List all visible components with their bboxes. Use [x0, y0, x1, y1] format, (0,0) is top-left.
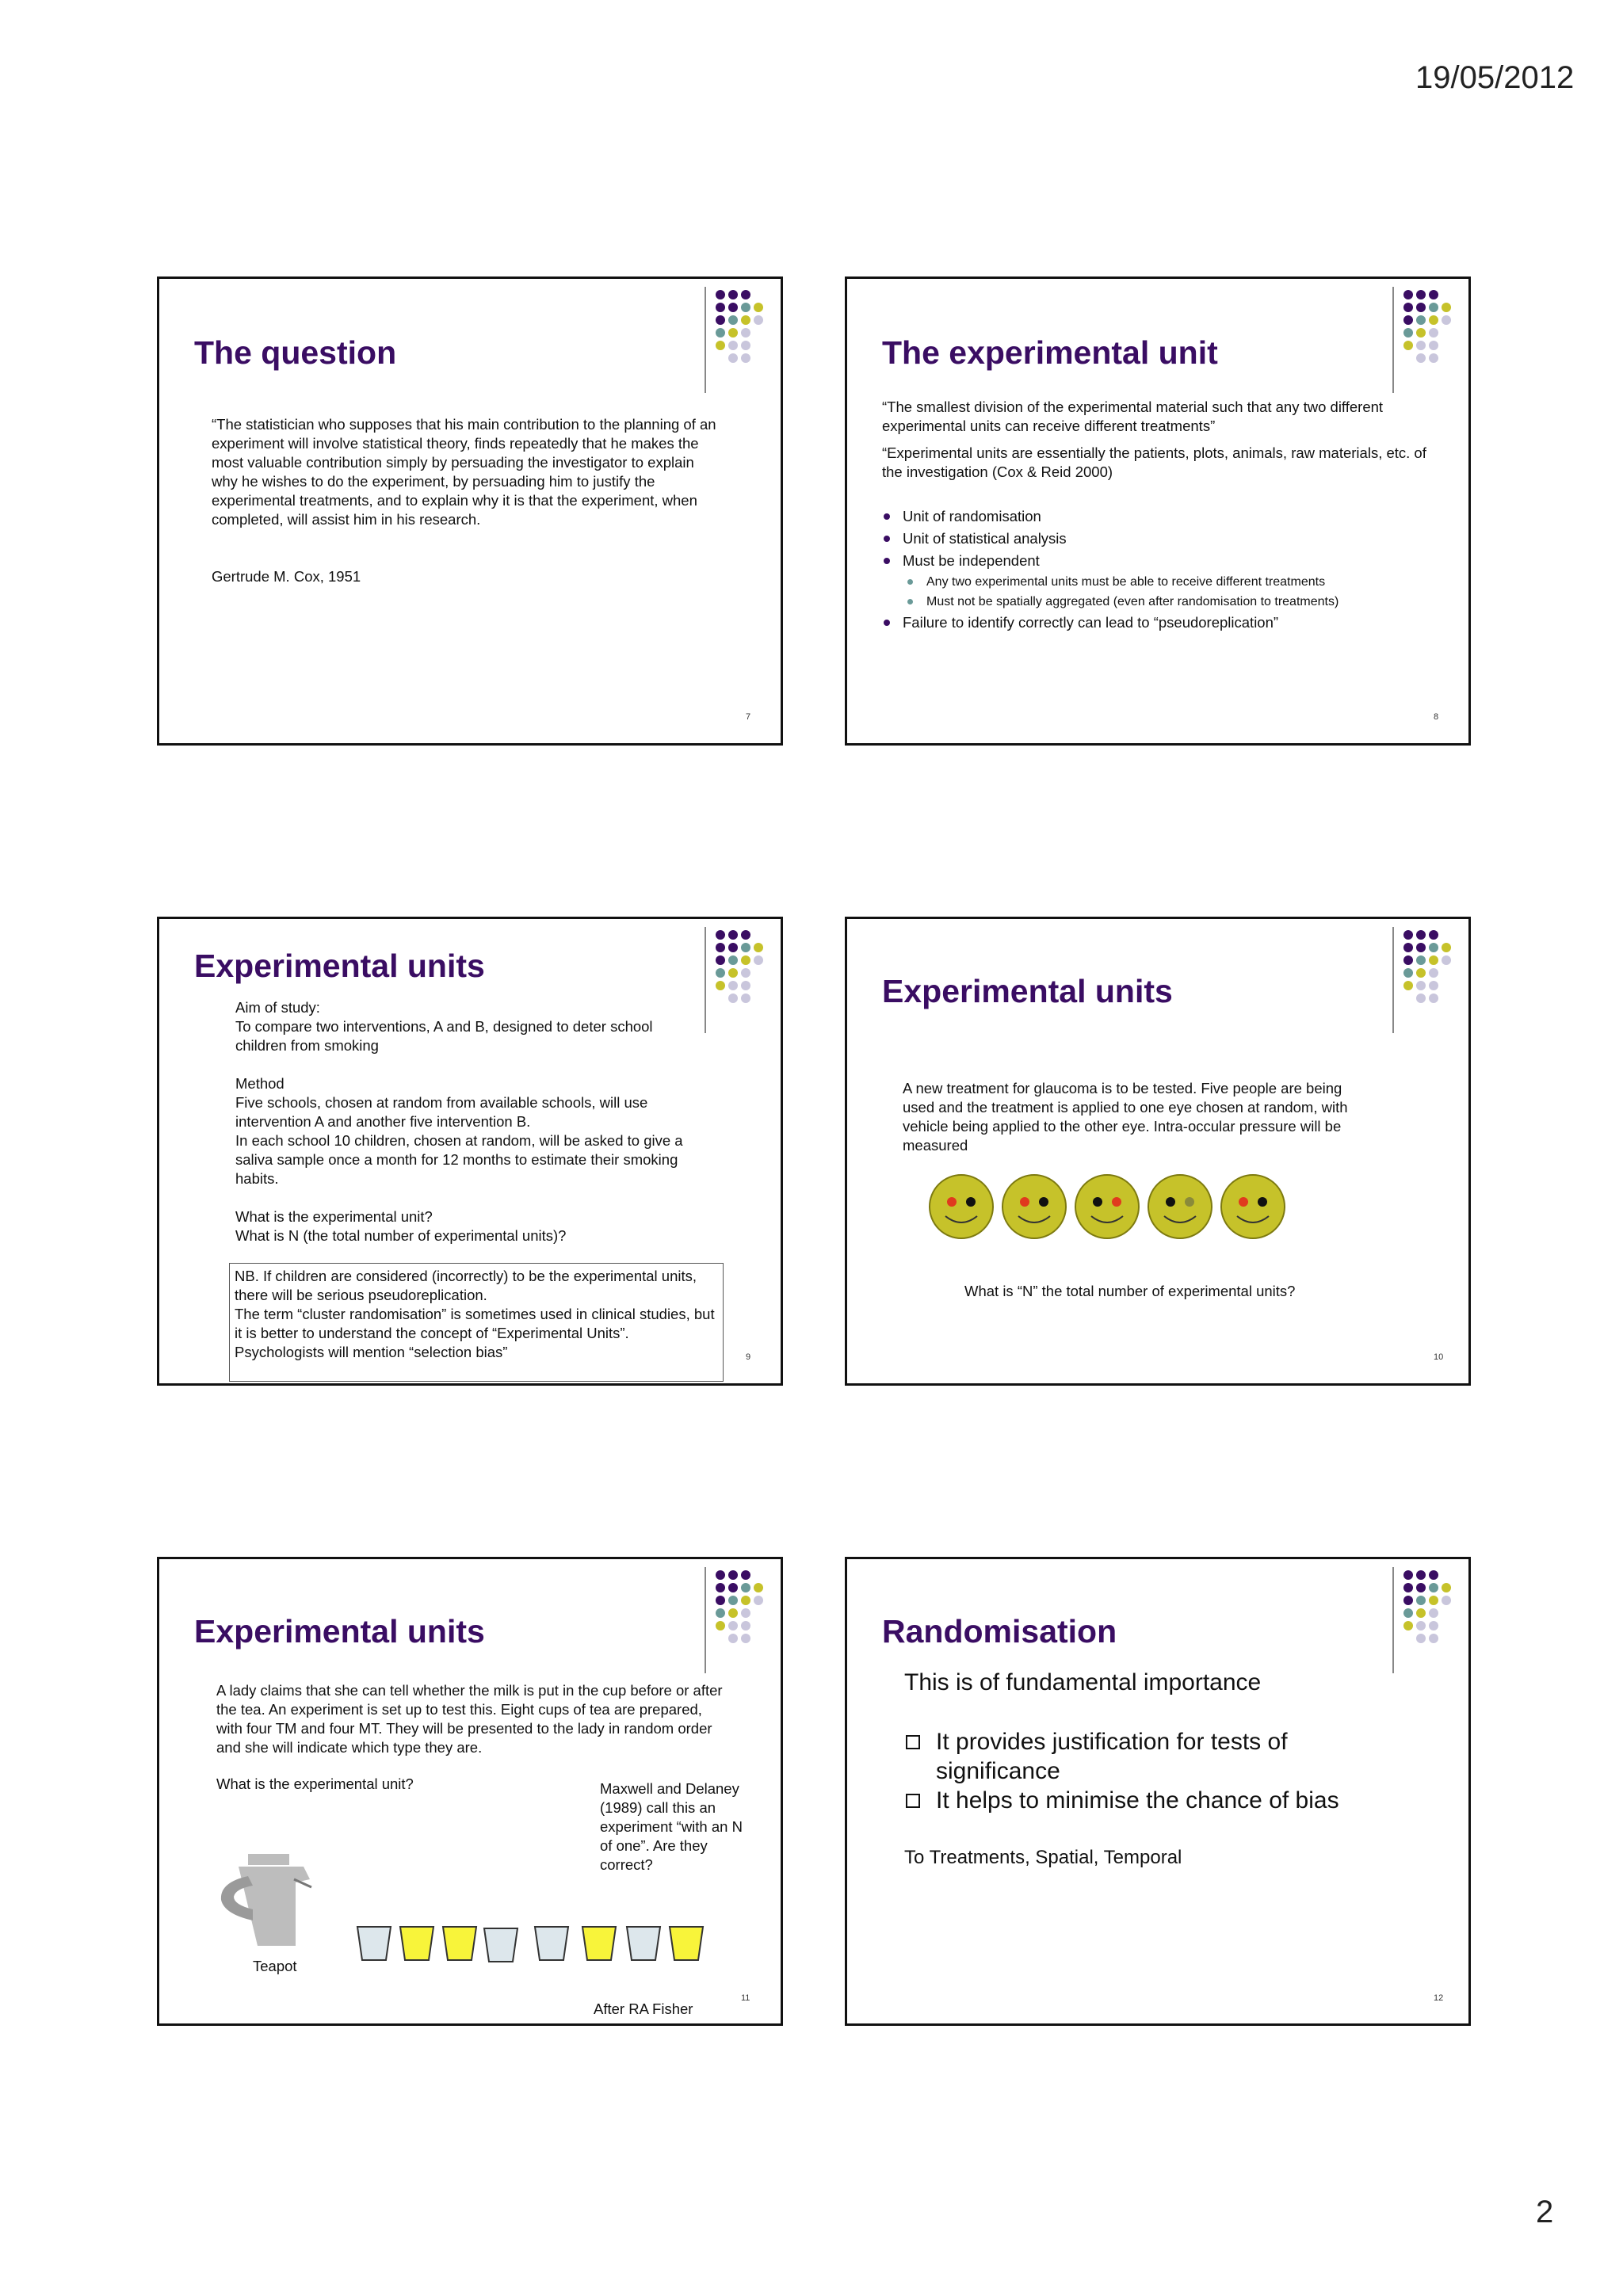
slide-11 — [157, 1557, 783, 2026]
decorative-dot — [1429, 1621, 1438, 1630]
decorative-dot — [716, 1608, 725, 1618]
decorative-dot — [1442, 1596, 1451, 1605]
decorative-dot — [1403, 981, 1413, 990]
decorative-dot — [716, 328, 725, 338]
decorative-dot — [728, 353, 738, 363]
slide-title: Randomisation — [882, 1613, 1117, 1650]
decorative-dot — [741, 315, 750, 325]
decorative-dot — [716, 1596, 725, 1605]
decorative-dot — [1429, 968, 1438, 978]
decorative-dot — [1403, 1608, 1413, 1618]
note-text-1: NB. If children are considered (incorrectly) to be the experimental units, there will be serious pseudoreplication. — [235, 1268, 697, 1303]
decorative-dot — [716, 303, 725, 312]
decorative-dot — [741, 1596, 750, 1605]
cup-icon — [443, 1927, 476, 1960]
bullet-dot — [884, 513, 890, 520]
decorative-dot — [1403, 968, 1413, 978]
decorative-dot — [1442, 943, 1451, 952]
intro-text: This is of fundamental importance — [904, 1669, 1262, 1695]
list-item-text: Must be independent — [903, 552, 1040, 569]
decorative-dot — [728, 1608, 738, 1618]
outro-text: To Treatments, Spatial, Temporal — [904, 1847, 1182, 1868]
list-item — [882, 505, 1453, 528]
face-icon — [1221, 1175, 1285, 1238]
cup-icon — [484, 1928, 517, 1962]
decorative-dot — [1429, 1583, 1438, 1592]
decorative-dot — [1416, 943, 1426, 952]
slide-number: 11 — [741, 1993, 750, 2003]
credit-text: After RA Fisher — [594, 2000, 693, 2017]
decorative-dot — [716, 290, 725, 299]
slide-8 — [845, 277, 1471, 746]
decorative-dot — [1429, 1634, 1438, 1643]
decorative-dot — [1416, 341, 1426, 350]
decorative-dot — [716, 1583, 725, 1592]
decorative-dot — [741, 943, 750, 952]
slide-number: 10 — [1434, 1352, 1444, 1362]
slide-7 — [157, 277, 783, 746]
decorative-dot — [1403, 1583, 1413, 1592]
decorative-dot — [716, 930, 725, 940]
method-text-1: Five schools, chosen at random from available schools, will use intervention A and another five intervention B. — [235, 1094, 648, 1130]
decorative-dot — [716, 955, 725, 965]
decorative-dot — [716, 943, 725, 952]
decorative-divider — [1392, 1567, 1394, 1673]
bullet-dot — [907, 579, 913, 585]
decorative-dots-icon — [705, 1567, 784, 1662]
question-text: What is the experimental unit? — [216, 1775, 414, 1792]
square-bullet-icon — [906, 1794, 920, 1808]
decorative-dot — [728, 341, 738, 350]
decorative-dot — [754, 943, 763, 952]
decorative-dot — [741, 968, 750, 978]
decorative-dot — [1429, 353, 1438, 363]
list-item — [903, 572, 1453, 592]
decorative-dot — [728, 955, 738, 965]
face-icon — [1002, 1175, 1066, 1238]
list-item — [882, 550, 1453, 612]
aim-label: Aim of study: — [235, 999, 320, 1016]
slide-10 — [845, 917, 1471, 1386]
decorative-dot — [1403, 303, 1413, 312]
decorative-dot — [1416, 930, 1426, 940]
decorative-dot — [1416, 303, 1426, 312]
square-bullet-icon — [906, 1735, 920, 1749]
cup-icon — [357, 1927, 391, 1960]
decorative-dot — [728, 981, 738, 990]
decorative-dot — [741, 328, 750, 338]
decorative-dot — [754, 315, 763, 325]
slide-title: Experimental units — [194, 1613, 485, 1650]
decorative-dot — [754, 1583, 763, 1592]
slide-number: 7 — [746, 712, 751, 722]
glaucoma-text: A new treatment for glaucoma is to be tested. Five people are being used and the treatment is applied to one eye chosen at random, with vehicle being applied to the other eye. Intra-occular pressure will be measured — [903, 1080, 1348, 1154]
decorative-dot — [1429, 341, 1438, 350]
bullet-dot — [884, 558, 890, 564]
decorative-dot — [754, 955, 763, 965]
definition-text-2: “Experimental units are essentially the patients, plots, animals, raw materials, etc. of the investigation (Cox & Reid 2000) — [882, 444, 1426, 480]
decorative-dot — [1403, 1596, 1413, 1605]
cup-icon — [627, 1927, 660, 1960]
decorative-dot — [741, 1583, 750, 1592]
question-text: What is “N” the total number of experimental units? — [964, 1283, 1296, 1299]
decorative-dot — [1416, 981, 1426, 990]
bullet-dot — [884, 620, 890, 626]
decorative-dot — [741, 290, 750, 299]
decorative-dot — [1429, 328, 1438, 338]
decorative-dot — [728, 303, 738, 312]
decorative-dot — [754, 303, 763, 312]
decorative-dot — [728, 968, 738, 978]
decorative-dot — [1442, 303, 1451, 312]
decorative-divider — [705, 1567, 706, 1673]
decorative-dot — [1429, 930, 1438, 940]
decorative-dot — [728, 1596, 738, 1605]
decorative-dot — [1429, 955, 1438, 965]
decorative-dot — [1429, 994, 1438, 1003]
decorative-dot — [741, 1608, 750, 1618]
decorative-dot — [741, 1634, 750, 1643]
decorative-dot — [741, 353, 750, 363]
decorative-dot — [728, 328, 738, 338]
decorative-dot — [728, 930, 738, 940]
slide-title: Experimental units — [882, 973, 1173, 1009]
decorative-dot — [1403, 930, 1413, 940]
bullet-dot — [907, 599, 913, 605]
method-text-2: In each school 10 children, chosen at random, will be asked to give a saliva sample once a month for 12 months to estimate their smoking habits. — [235, 1132, 683, 1187]
decorative-dot — [728, 943, 738, 952]
decorative-dot — [1429, 1608, 1438, 1618]
face-icon — [1075, 1175, 1139, 1238]
slide-12 — [845, 1557, 1471, 2026]
sub-bullet-list — [903, 572, 1453, 612]
decorative-dots-icon — [1392, 287, 1472, 382]
decorative-dot — [1429, 290, 1438, 299]
cup-icon — [582, 1927, 616, 1960]
list-item — [903, 592, 1453, 612]
decorative-dot — [1429, 1570, 1438, 1580]
teapot-label: Teapot — [253, 1958, 297, 1974]
decorative-dot — [1442, 955, 1451, 965]
slide-number: 8 — [1434, 712, 1439, 722]
decorative-dot — [1403, 328, 1413, 338]
list-item-text: It helps to minimise the chance of bias — [936, 1787, 1339, 1814]
slide-title: Experimental units — [194, 948, 485, 984]
face-icon — [1148, 1175, 1212, 1238]
decorative-dot — [716, 1621, 725, 1630]
decorative-dots-icon — [705, 927, 784, 1022]
decorative-dot — [716, 981, 725, 990]
note-box — [229, 1263, 724, 1382]
definition-text-1: “The smallest division of the experimental material such that any two different experimental units can receive different treatments” — [882, 399, 1384, 434]
list-item-text: It provides justification for tests of significance — [936, 1729, 1288, 1784]
aim-text: To compare two interventions, A and B, designed to deter school children from smoking — [235, 1018, 653, 1054]
decorative-dot — [1429, 981, 1438, 990]
list-item-text: Unit of statistical analysis — [903, 530, 1067, 547]
decorative-dot — [741, 930, 750, 940]
decorative-dot — [741, 1621, 750, 1630]
slide-number: 9 — [746, 1352, 751, 1362]
decorative-dot — [1416, 1596, 1426, 1605]
cup-icon — [400, 1927, 433, 1960]
decorative-dot — [1403, 1621, 1413, 1630]
tea-cups-illustration — [356, 1924, 705, 1965]
checkbox-list — [904, 1727, 1348, 1815]
bullet-dot — [884, 536, 890, 542]
decorative-dot — [754, 1596, 763, 1605]
decorative-dot — [1403, 341, 1413, 350]
decorative-dots-icon — [1392, 927, 1472, 1022]
maxwell-text: Maxwell and Delaney (1989) call this an experiment “with an N of one”. Are they correct? — [600, 1780, 743, 1873]
bullet-list — [882, 505, 1453, 634]
decorative-dot — [1416, 328, 1426, 338]
decorative-dot — [1416, 1583, 1426, 1592]
decorative-dot — [1416, 994, 1426, 1003]
decorative-dot — [728, 315, 738, 325]
decorative-dot — [1403, 1570, 1413, 1580]
decorative-dot — [1403, 955, 1413, 965]
decorative-dot — [741, 994, 750, 1003]
decorative-dot — [728, 1621, 738, 1630]
decorative-dots-icon — [705, 287, 784, 382]
decorative-dot — [741, 955, 750, 965]
slide-title: The experimental unit — [882, 334, 1218, 371]
quote-author: Gertrude M. Cox, 1951 — [212, 568, 361, 585]
list-item — [882, 612, 1453, 634]
cup-icon — [670, 1927, 703, 1960]
decorative-dot — [1442, 315, 1451, 325]
page-date: 19/05/2012 — [1415, 60, 1575, 95]
decorative-dot — [1429, 315, 1438, 325]
decorative-dot — [1416, 290, 1426, 299]
decorative-dot — [1429, 943, 1438, 952]
lady-tea-text: A lady claims that she can tell whether the milk is put in the cup before or after the tea. An experiment is set up to test this. Eight cups of tea are prepared, with four TM and four MT. They will be presented to the lady in random order and she will indicate which type they are. — [216, 1682, 723, 1756]
decorative-dot — [1403, 290, 1413, 299]
list-item-text: Any two experimental units must be able to receive different treatments — [926, 575, 1326, 589]
note-text-3: Psychologists will mention “selection bias” — [235, 1344, 508, 1360]
decorative-dot — [1416, 968, 1426, 978]
decorative-dot — [728, 994, 738, 1003]
method-label: Method — [235, 1075, 285, 1092]
teapot-icon — [216, 1848, 319, 1951]
list-item — [904, 1727, 1348, 1786]
slide-title: The question — [194, 334, 397, 371]
decorative-dot — [728, 1634, 738, 1643]
decorative-divider — [705, 287, 706, 393]
page-number: 2 — [1536, 2195, 1554, 2229]
decorative-dot — [728, 290, 738, 299]
faces-illustration — [926, 1173, 1323, 1244]
list-item — [882, 528, 1453, 550]
list-item — [904, 1786, 1348, 1815]
slide-number: 12 — [1434, 1993, 1444, 2003]
decorative-dot — [1403, 315, 1413, 325]
decorative-dot — [1429, 1596, 1438, 1605]
question-text-2: What is N (the total number of experimental units)? — [235, 1227, 567, 1244]
decorative-dot — [741, 981, 750, 990]
decorative-dot — [716, 1570, 725, 1580]
list-item-text: Failure to identify correctly can lead to “pseudoreplication” — [903, 614, 1279, 631]
face-icon — [930, 1175, 993, 1238]
question-text-1: What is the experimental unit? — [235, 1208, 433, 1225]
slide-9 — [157, 917, 783, 1386]
decorative-divider — [705, 927, 706, 1033]
decorative-dot — [1416, 1621, 1426, 1630]
decorative-dot — [716, 341, 725, 350]
decorative-dot — [1416, 955, 1426, 965]
decorative-dot — [1403, 943, 1413, 952]
cup-icon — [535, 1927, 568, 1960]
decorative-dot — [741, 303, 750, 312]
decorative-dot — [716, 968, 725, 978]
decorative-dot — [1416, 1634, 1426, 1643]
decorative-dot — [741, 341, 750, 350]
decorative-dot — [728, 1583, 738, 1592]
decorative-dots-icon — [1392, 1567, 1472, 1662]
decorative-dot — [741, 1570, 750, 1580]
decorative-dot — [1429, 303, 1438, 312]
decorative-dot — [1416, 1570, 1426, 1580]
decorative-dot — [1416, 353, 1426, 363]
list-item-text: Must not be spatially aggregated (even after randomisation to treatments) — [926, 595, 1339, 608]
decorative-divider — [1392, 927, 1394, 1033]
quote-text: “The statistician who supposes that his main contribution to the planning of an experiment will involve statistical theory, finds repeatedly that he makes the most valuable contribution simply by persuading the investigator to explain why he wishes to do the experiment, by persuading him to justify the experimental treatments, and to explain why it is that the experiment, when completed, will assist him in his research. — [212, 416, 716, 528]
decorative-dot — [1416, 1608, 1426, 1618]
decorative-dot — [728, 1570, 738, 1580]
note-text-2: The term “cluster randomisation” is sometimes used in clinical studies, but it is better to understand the concept of “Experimental Units”. — [235, 1306, 715, 1341]
list-item-text: Unit of randomisation — [903, 508, 1041, 524]
decorative-dot — [1442, 1583, 1451, 1592]
decorative-dot — [1416, 315, 1426, 325]
decorative-dot — [716, 315, 725, 325]
decorative-divider — [1392, 287, 1394, 393]
